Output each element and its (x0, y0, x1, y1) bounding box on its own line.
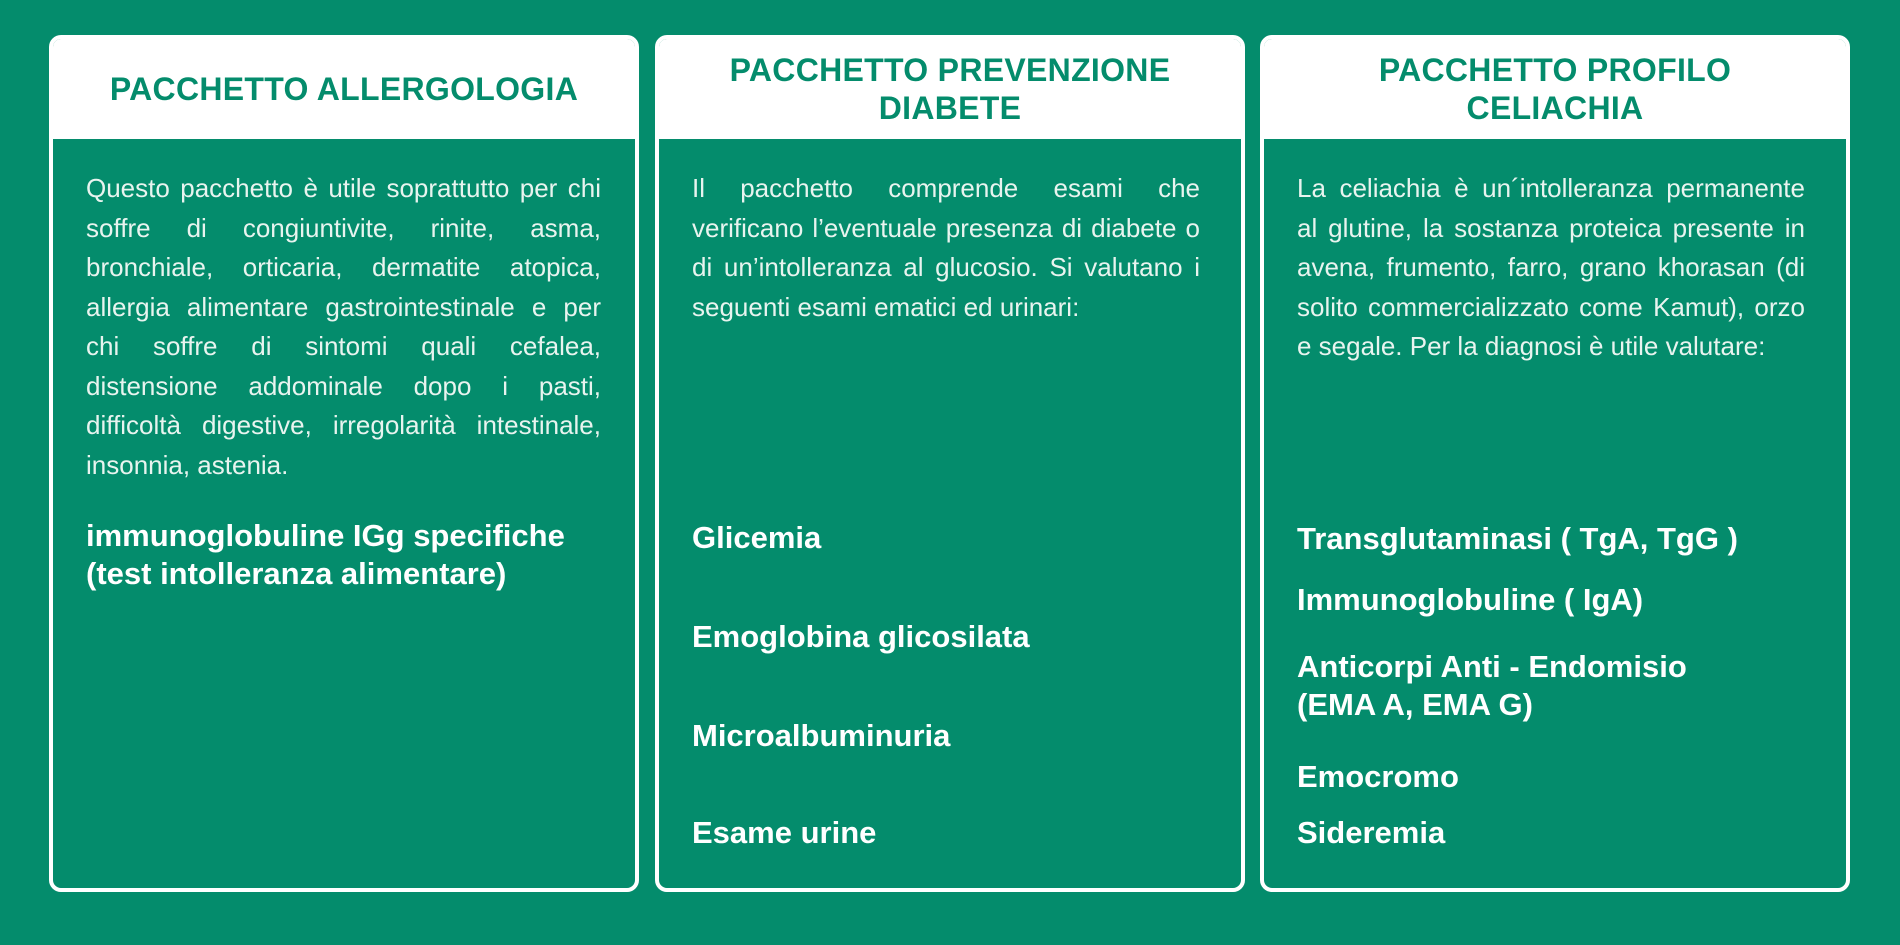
card-prevenzione-diabete (655, 35, 1245, 892)
test-item: Microalbuminuria (692, 718, 951, 753)
card-title: PACCHETTO PREVENZIONE DIABETE (729, 52, 1171, 126)
card-allergologia (49, 35, 639, 892)
test-item: Esame urine (692, 815, 877, 850)
card-header (53, 39, 635, 139)
test-item: Emocromo (1297, 759, 1459, 794)
card-description: Il pacchetto comprende esami che verificano l’eventuale presenza di diabete o di un’intolleranza al glucosio. Si valutano i seguenti esami ematici ed urinari: (692, 173, 1200, 322)
card-title: PACCHETTO ALLERGOLOGIA (109, 71, 579, 107)
card-description: Questo pacchetto è utile soprattutto per chi soffre di congiuntivite, rinite, asma, bronchiale, orticaria, dermatite atopica, allergia alimentare gastrointestinale e per chi soffre di sintomi quali cefalea, distensione addominale dopo i pasti, difficoltà digestive, irregolarità intestinale, insonnia, astenia. (86, 173, 601, 480)
test-item: Immunoglobuline ( IgA) (1297, 582, 1644, 617)
test-item: immunoglobuline IGg specifiche (test intolleranza alimentare) (86, 518, 565, 591)
test-item: Anticorpi Anti - Endomisio (EMA A, EMA G) (1297, 649, 1687, 722)
test-item: Transglutaminasi ( TgA, TgG ) (1297, 521, 1738, 556)
test-item: Emoglobina glicosilata (692, 619, 1030, 654)
test-item: Sideremia (1297, 815, 1446, 850)
test-item: Glicemia (692, 520, 822, 555)
card-profilo-celiachia (1260, 35, 1850, 892)
card-header (1264, 39, 1846, 139)
card-header (659, 39, 1241, 139)
card-title: PACCHETTO PROFILO CELIACHIA (1378, 52, 1732, 126)
card-description: La celiachia è un´intolleranza permanente al glutine, la sostanza proteica presente in avena, frumento, farro, grano khorasan (di solito commercializzato come Kamut), orzo e segale. Per la diagnosi è utile valutare: (1297, 173, 1805, 361)
